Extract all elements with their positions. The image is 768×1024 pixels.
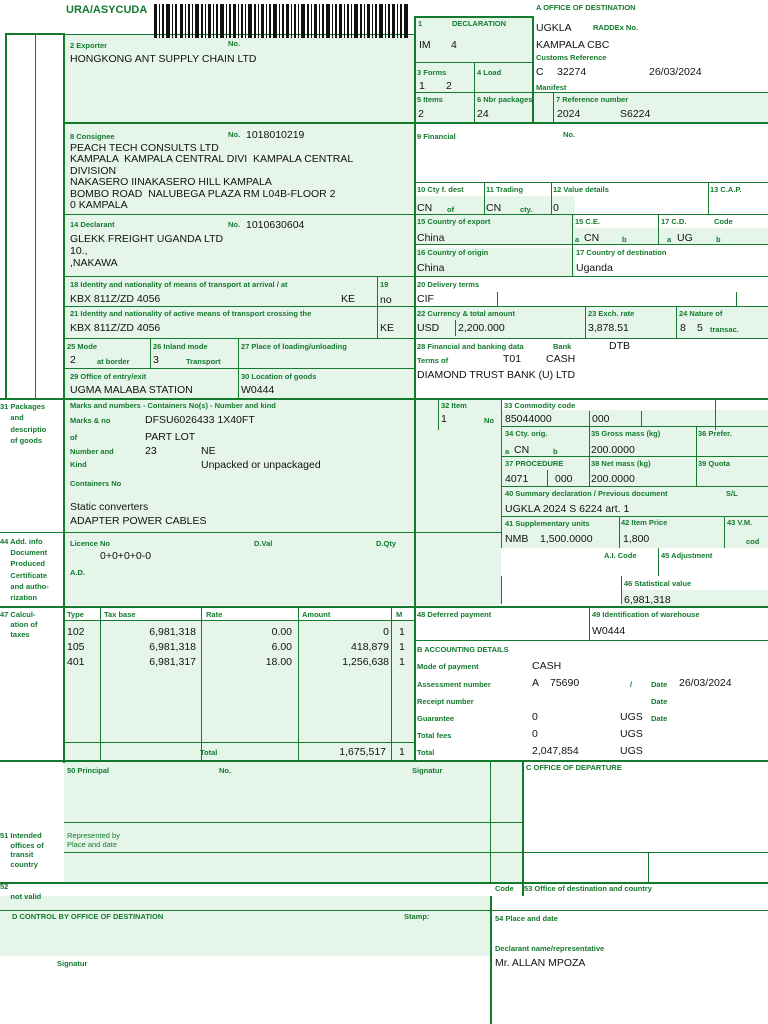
- declaration-type: IM: [419, 39, 431, 51]
- office-entry-value: UGMA MALABA STATION: [70, 384, 193, 396]
- nbr-packages-label: 6 Nbr packages: [477, 95, 533, 104]
- guarantee-currency: UGS: [620, 711, 643, 723]
- guarantee-label: Guarantee: [417, 714, 455, 723]
- guarantee-not-valid-label: 52 not valid: [0, 882, 42, 901]
- goods-description-2: ADAPTER POWER CABLES: [70, 515, 207, 527]
- assessment-date: 26/03/2024: [679, 677, 732, 689]
- ce-a: a: [575, 235, 580, 244]
- tax-total-label: Total: [200, 748, 218, 757]
- value-details-value: 0: [553, 202, 559, 214]
- tax-m: 1: [399, 641, 405, 653]
- number-value: 23: [145, 445, 157, 457]
- barcode: [154, 4, 410, 38]
- delivery-terms-value: CIF: [417, 293, 434, 305]
- active-transport-value: KBX 811Z/ZD 4056: [70, 322, 161, 334]
- forms-b: 2: [446, 80, 452, 92]
- tax-type: 102: [67, 626, 85, 638]
- active-transport-nationality: KE: [380, 322, 395, 334]
- tax-rate: 6.00: [271, 641, 292, 653]
- mode-payment-value: CASH: [532, 660, 562, 672]
- exporter-label: 2 Exporter: [70, 41, 108, 50]
- cty-orig-label: 34 Cty. orig.: [505, 429, 548, 438]
- declarant-label: 14 Declarant: [70, 220, 115, 229]
- declarant-representative-name: Mr. ALLAN MPOZA: [495, 957, 586, 969]
- marks-header: Marks and numbers - Containers No(s) - Number and kind: [70, 401, 276, 410]
- tax-base: 6,981,317: [149, 656, 196, 668]
- commodity-code-label: 33 Commodity code: [504, 401, 576, 410]
- destination-country-label: 53 Office of destination and country: [524, 884, 652, 893]
- represented-by-label: Represented by Place and date: [67, 831, 120, 849]
- transaction-nature-a: 8: [680, 322, 686, 334]
- location-goods-label: 30 Location of goods: [241, 372, 317, 381]
- transport-arrival-nationality: KE: [341, 293, 356, 305]
- accounting-details-label: B ACCOUNTING DETAILS: [417, 645, 509, 654]
- tax-amount: 0: [383, 626, 389, 638]
- ce-b: b: [622, 235, 627, 244]
- kind-code: NE: [201, 445, 216, 457]
- ce-value: CN: [584, 232, 600, 244]
- items-label: 5 Items: [417, 95, 443, 104]
- transport-arrival-value: KBX 811Z/ZD 4056: [70, 293, 161, 305]
- bank-code: DTB: [609, 340, 630, 352]
- terms-value: CASH: [546, 353, 576, 365]
- country-destination-value: Uganda: [576, 262, 613, 274]
- item-no-label: No: [484, 416, 494, 425]
- item-label: 32 Item: [441, 401, 467, 410]
- trading-value: CN: [486, 202, 502, 214]
- tax-m: 1: [399, 656, 405, 668]
- trading-label: 11 Trading: [486, 185, 524, 194]
- active-transport-label: 21 Identity and nationality of active means of transport crossing the: [70, 309, 312, 318]
- inland-mode-sub: Transport: [186, 357, 221, 366]
- reference-year: 2024: [557, 108, 581, 120]
- quota-label: 39 Quota: [698, 459, 731, 468]
- tax-base: 6,981,318: [149, 641, 196, 653]
- tax-base: 6,981,318: [149, 626, 196, 638]
- terms-code: T01: [503, 353, 522, 365]
- total-fees-value: 0: [532, 728, 538, 740]
- principal-label: 50 Principal: [67, 766, 110, 775]
- ai-code-label: A.I. Code: [604, 551, 637, 560]
- bank-label: Bank: [553, 342, 572, 351]
- number-label: Number and: [70, 447, 114, 456]
- total-amount-value: 2,200.000: [458, 322, 505, 334]
- mode-border-value: 2: [70, 354, 76, 366]
- financial-label: 9 Financial: [417, 132, 456, 141]
- item-value: 1: [441, 413, 447, 425]
- item-price-label: 42 Item Price: [621, 518, 668, 527]
- exchange-rate-value: 3,878.51: [588, 322, 629, 334]
- cd-b: b: [716, 235, 721, 244]
- assessment-number-label: Assessment number: [417, 680, 491, 689]
- cty-first-dest-label: 10 Cty f. dest: [417, 185, 464, 194]
- dval-label: D.Val: [254, 539, 273, 548]
- commodity-code-ext: 000: [592, 413, 610, 425]
- inland-mode-label: 26 Inland mode: [153, 342, 208, 351]
- country-origin-value: China: [417, 262, 445, 274]
- assessment-number: 75690: [550, 677, 580, 689]
- exchange-rate-label: 23 Exch. rate: [588, 309, 635, 318]
- tax-rate-header: Rate: [206, 610, 223, 619]
- cd-value: UG: [677, 232, 693, 244]
- box1-number: 1: [418, 19, 423, 28]
- accounting-total-label: Total: [417, 748, 435, 757]
- declarant-no: 1010630604: [246, 219, 305, 231]
- transaction-nature-label: 24 Nature of: [679, 309, 723, 318]
- procedure-label: 37 PROCEDURE: [505, 459, 564, 468]
- marks-label: Marks & no: [70, 416, 111, 425]
- procedure-b: 000: [555, 473, 573, 485]
- adjustment-label: 45 Adjustment: [661, 551, 713, 560]
- tax-base-header: Tax base: [104, 610, 136, 619]
- cty-orig-value: CN: [514, 444, 530, 456]
- net-mass-label: 38 Net mass (kg): [591, 459, 651, 468]
- reference-number-label: 7 Reference number: [556, 95, 629, 104]
- tax-type: 105: [67, 641, 85, 653]
- place-date-label: 54 Place and date: [495, 914, 558, 923]
- forms-a: 1: [419, 80, 425, 92]
- tax-type-header: Type: [67, 610, 84, 619]
- office-destination-name: KAMPALA CBC: [536, 39, 610, 51]
- cap-label: 13 C.A.P.: [710, 185, 742, 194]
- licence-no-label: Licence No: [70, 539, 111, 548]
- country-origin-label: 16 Country of origin: [417, 248, 489, 257]
- containers-label: Containers No: [70, 479, 122, 488]
- tax-rate: 18.00: [265, 656, 292, 668]
- reference-number: S6224: [620, 108, 651, 120]
- items-value: 2: [418, 108, 424, 120]
- terms-label: Terms of: [417, 356, 449, 365]
- declarant-no-label: No.: [228, 220, 241, 229]
- supplementary-units-unit: NMB: [505, 533, 529, 545]
- guarantee-date-label: Date: [651, 714, 668, 723]
- country-destination-label: 17 Country of destination: [576, 248, 667, 257]
- consignee-no: 1018010219: [246, 129, 305, 141]
- nbr-packages-value: 24: [477, 108, 489, 120]
- guarantee-value: 0: [532, 711, 538, 723]
- valuation-method-label: 43 V.M.: [727, 518, 753, 527]
- transit-offices-label: 51 Intended offices of transit country: [0, 831, 44, 869]
- statistical-value-label: 46 Statistical value: [624, 579, 692, 588]
- country-export-value: China: [417, 232, 445, 244]
- bank-name: DIAMOND TRUST BANK (U) LTD: [417, 369, 576, 381]
- load-label: 4 Load: [477, 68, 502, 77]
- cty-orig-b: b: [553, 447, 558, 456]
- item-price-value: 1,800: [623, 533, 650, 545]
- deferred-payment-label: 48 Deferred payment: [417, 610, 492, 619]
- consignee-label: 8 Consignee: [70, 132, 115, 141]
- ce-label: 15 C.E.: [575, 217, 601, 226]
- office-destination-code: UGKLA: [536, 22, 572, 34]
- valuation-method-cod: cod: [746, 537, 760, 546]
- assessment-date-label: Date: [651, 680, 668, 689]
- gross-mass-label: 35 Gross mass (kg): [591, 429, 661, 438]
- cty-orig-a: a: [505, 447, 510, 456]
- raddex-label: RADDEx No.: [593, 23, 639, 32]
- marks-value: DFSU6026433 1X40FT: [145, 414, 255, 426]
- cty-first-dest-value: CN: [417, 202, 433, 214]
- procedure-a: 4071: [505, 473, 529, 485]
- gross-mass-value: 200.0000: [591, 444, 635, 456]
- kind-value: Unpacked or unpackaged: [201, 459, 321, 471]
- assessment-series: A: [532, 677, 540, 689]
- transaction-nature-b: 5: [697, 322, 703, 334]
- exporter-no-label: No.: [228, 39, 241, 48]
- delivery-terms-label: 20 Delivery terms: [417, 280, 480, 289]
- location-goods-value: W0444: [241, 384, 275, 396]
- tax-amount-header: Amount: [302, 610, 331, 619]
- supplementary-units-label: 41 Supplementary units: [505, 519, 590, 528]
- office-departure-label: C OFFICE OF DEPARTURE: [526, 763, 622, 772]
- transaction-label: transac.: [710, 325, 739, 334]
- supplementary-units-value: 1,500.0000: [540, 533, 593, 545]
- value-details-label: 12 Value details: [553, 185, 609, 194]
- summary-declaration-label: 40 Summary declaration / Previous document: [505, 489, 668, 498]
- total-fees-label: Total fees: [417, 731, 452, 740]
- trading-cty: cty.: [520, 205, 533, 214]
- country-export-label: 15 Country of export: [417, 217, 491, 226]
- goods-description-1: Static converters: [70, 501, 149, 513]
- system-name: URA/ASYCUDA: [66, 4, 148, 16]
- financial-no-label: No.: [563, 130, 576, 139]
- tax-total: 1,675,517: [339, 746, 386, 758]
- consignee-no-label: No.: [228, 130, 241, 139]
- declarant-representative-label: Declarant name/representative: [495, 944, 605, 953]
- dqty-label: D.Qty: [376, 539, 397, 548]
- stamp-label: Stamp:: [404, 912, 430, 921]
- declaration-subtype: 4: [451, 39, 457, 51]
- net-mass-value: 200.0000: [591, 473, 635, 485]
- accounting-total-currency: UGS: [620, 745, 643, 757]
- summary-declaration-value: UGKLA 2024 S 6224 art. 1: [505, 503, 630, 515]
- cd-a: a: [667, 235, 672, 244]
- principal-no-label: No.: [219, 766, 232, 775]
- marks-of-label: of: [70, 433, 78, 442]
- tax-rate: 0.00: [271, 626, 292, 638]
- tax-amount: 418,879: [351, 641, 389, 653]
- warehouse-label: 49 Identification of warehouse: [592, 610, 700, 619]
- tax-calculation-label: 47 Calcul- ation of taxes: [0, 610, 38, 639]
- customs-reference-date: 26/03/2024: [649, 66, 702, 78]
- manifest-label: Manifest: [536, 83, 567, 92]
- forms-label: 3 Forms: [417, 68, 447, 77]
- accounting-total-value: 2,047,854: [532, 745, 579, 757]
- principal-signature-label: Signatur: [412, 766, 443, 775]
- tax-total-m: 1: [399, 746, 405, 758]
- exporter-name: HONGKONG ANT SUPPLY CHAIN LTD: [70, 53, 257, 65]
- currency-label: 22 Currency & total amount: [417, 309, 515, 318]
- part-lot: PART LOT: [145, 431, 196, 443]
- control-signature-label: Signatur: [57, 959, 88, 968]
- mode-border-sub: at border: [97, 357, 130, 366]
- receipt-number-label: Receipt number: [417, 697, 474, 706]
- transport-arrival-label: 18 Identity and nationality of means of transport at arrival / at: [70, 280, 288, 289]
- container-flag-label: 19: [380, 280, 389, 289]
- additional-info-label: 44 Add. info Document Produced Certificate and autho- rization: [0, 537, 49, 603]
- box52-code-label: Code: [495, 884, 514, 893]
- receipt-date-label: Date: [651, 697, 668, 706]
- office-entry-label: 29 Office of entry/exit: [70, 372, 147, 381]
- tax-m-header: M: [396, 610, 403, 619]
- tax-type: 401: [67, 656, 85, 668]
- banking-data-label: 28 Financial and banking data: [417, 342, 524, 351]
- summary-declaration-sl: S/L: [726, 489, 738, 498]
- currency-value: USD: [417, 322, 440, 334]
- tax-m: 1: [399, 626, 405, 638]
- office-destination-label: A OFFICE OF DESTINATION: [536, 3, 636, 12]
- control-destination-label: D CONTROL BY OFFICE OF DESTINATION: [12, 912, 164, 921]
- assessment-slash: /: [630, 680, 633, 689]
- cty-first-dest-of: of: [447, 205, 455, 214]
- statistical-value: 6,981,318: [624, 594, 671, 606]
- declarant-details: GLEKK FREIGHT UGANDA LTD 10., ,NAKAWA: [70, 233, 224, 269]
- customs-reference-series: C: [536, 66, 544, 78]
- customs-reference-label: Customs Reference: [536, 53, 607, 62]
- packages-description-label: 31 Packages and descriptio of goods: [0, 402, 47, 445]
- total-fees-currency: UGS: [620, 728, 643, 740]
- ad-label: A.D.: [70, 568, 85, 577]
- commodity-code-value: 85044000: [505, 413, 552, 425]
- mode-payment-label: Mode of payment: [417, 662, 479, 671]
- preference-label: 36 Prefer.: [698, 429, 732, 438]
- warehouse-value: W0444: [592, 625, 626, 637]
- additional-code-line: 0+0+0+0-0: [100, 550, 152, 562]
- container-flag-value: no: [380, 294, 392, 306]
- place-loading-label: 27 Place of loading/unloading: [241, 342, 347, 351]
- cd-code-label: Code: [714, 217, 733, 226]
- kind-label: Kind: [70, 460, 87, 469]
- customs-reference-number: 32274: [557, 66, 587, 78]
- tax-amount: 1,256,638: [342, 656, 389, 668]
- consignee-details: PEACH TECH CONSULTS LTD KAMPALA KAMPALA CENTRAL DIVI KAMPALA CENTRAL DIVISION NAKASERO IINAKASERO HILL KAMPALA BOMBO ROAD NALUBEGA PLAZA RM L04B-FLOOR 2 0 KAMPALA: [70, 142, 354, 212]
- mode-border-label: 25 Mode: [67, 342, 98, 351]
- inland-mode-value: 3: [153, 354, 159, 366]
- declaration-label: DECLARATION: [452, 19, 507, 28]
- cd-label: 17 C.D.: [661, 217, 687, 226]
